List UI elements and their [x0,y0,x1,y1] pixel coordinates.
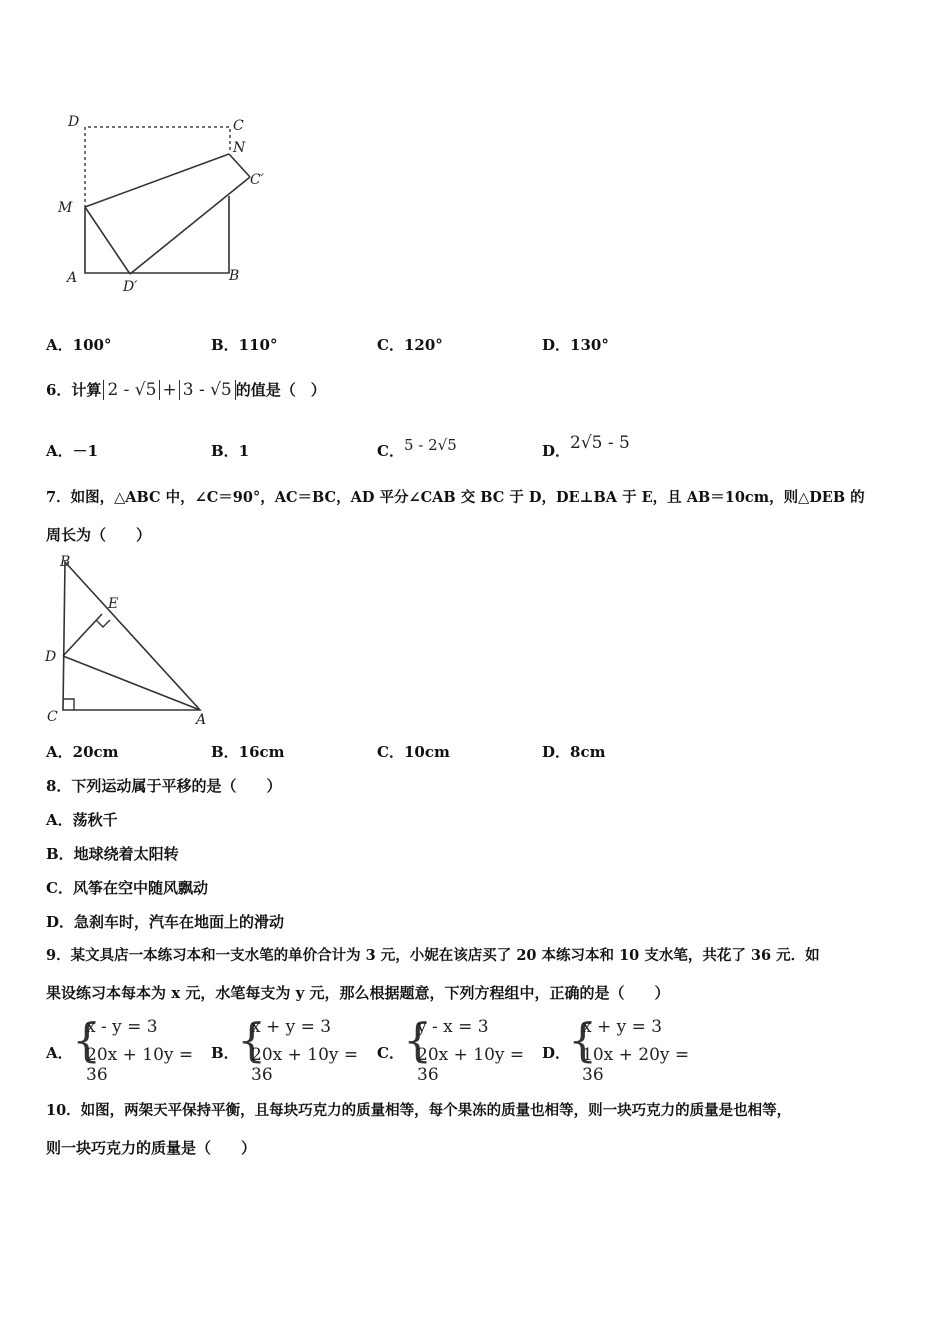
q7-option-d[interactable]: D．8cm [542,743,606,761]
q10-stem-line2: 则一块巧克力的质量是（ ） [46,1139,257,1157]
q8-option-d[interactable]: D．急刹车时，汽车在地面上的滑动 [46,913,285,931]
q7-option-c[interactable]: C．10cm [377,743,450,761]
segment-AD [63,656,200,710]
q9-option-b-label: B． [211,1044,239,1062]
q8-option-a[interactable]: A．荡秋千 [46,811,118,829]
label-D: D [68,114,80,130]
q8-option-b[interactable]: B．地球绕着太阳转 [46,845,179,863]
q8-option-c[interactable]: C．风筝在空中随风飘动 [46,879,208,897]
right-angle-E [96,620,110,627]
segment-MD-prime [85,207,130,274]
q6-option-d-value: 2√5 - 5 [570,433,630,453]
q6-abs1-text: 2 - √5 [107,380,157,400]
brace-c: { [403,1013,433,1067]
q9-stem-line2: 果设练习本每本为 x 元，水笔每支为 y 元，那么根据题意，下列方程组中，正确的是（ ） [46,984,670,1002]
q6-option-a-value: －1 [72,442,99,460]
q9-option-b-eq2: 20x + 10y = 36 [251,1045,359,1085]
fold-dotted-lines [85,127,230,208]
q9-option-c-label: C． [377,1044,404,1062]
q5-option-d[interactable]: D．130° [542,336,609,354]
q6-option-b-value: 1 [238,442,250,460]
q7-figure [40,550,220,730]
q7-option-b[interactable]: B．16cm [211,743,285,761]
q5-option-c[interactable]: C．120° [377,336,443,354]
q9-option-d-eq1: x + y = 3 [582,1017,663,1037]
brace-d: { [568,1013,598,1067]
q6-option-a[interactable] [46,441,98,461]
q6-suffix: 的值是（ ） [235,381,326,399]
label-C: C [47,709,58,725]
q10-stem-line1: 10．如图，两架天平保持平衡，且每块巧克力的质量相等，每个果冻的质量也相等，则一块巧克力的质量是也相等， [46,1102,792,1119]
q6-prefix: 6．计算 [46,381,102,399]
label-B: B [60,554,71,570]
q6-option-d-label: D． [542,442,571,460]
q6-abs2-text: 3 - √5 [182,380,232,400]
q6-stem [46,380,326,400]
q9-option-a-eq2: 20x + 10y = 36 [86,1045,194,1085]
rect-sides [85,196,229,273]
brace-b: { [237,1013,267,1067]
q9-option-c[interactable] [377,1013,537,1085]
label-N: N [233,140,246,156]
q6-option-a-label: A． [46,442,73,460]
brace-a: { [72,1013,102,1067]
q5-option-b[interactable]: B．110° [211,336,278,354]
q6-option-c-value: 5 - 2√5 [403,436,457,454]
q6-plus: + [162,380,177,400]
label-C: C [233,118,244,134]
q9-option-c-eq1: y - x = 3 [417,1017,489,1037]
q6-abs2 [179,380,236,400]
q9-option-c-eq2: 20x + 10y = 36 [417,1045,525,1085]
label-E: E [108,596,119,612]
q6-option-c[interactable] [377,436,457,461]
q9-stem-line1: 9．某文具店一本练习本和一支水笔的单价合计为 3 元，小妮在该店买了 20 本练习本和 10 支水笔，共花了 36 元．如 [46,947,820,964]
q7-stem-line2: 周长为（ ） [46,526,152,544]
q6-abs1 [103,380,160,400]
q9-option-d-eq2: 10x + 20y = 36 [582,1045,690,1085]
segment-NC-prime [229,154,250,177]
label-D-prime: D′ [123,279,138,295]
q5-figure [50,110,280,300]
q6-option-d[interactable] [542,433,630,461]
q8-stem: 8．下列运动属于平移的是（ ） [46,777,282,795]
triangle-ABC [63,562,200,710]
q9-option-b-eq1: x + y = 3 [251,1017,332,1037]
right-angle-C [63,699,74,710]
label-B: B [229,268,240,284]
q9-option-a-eq1: x - y = 3 [86,1017,158,1037]
q7-stem-line1: 7．如图，△ABC 中，∠C＝90°，AC＝BC，AD 平分∠CAB 交 BC 于 D，DE⊥BA 于 E，且 AB＝10cm，则△DEB 的 [46,489,865,506]
label-M: M [58,200,73,216]
segment-C-prime-D-prime [130,177,250,274]
q6-option-c-label: C． [377,442,404,460]
q9-option-a-label: A． [46,1044,73,1062]
q9-option-d[interactable] [542,1013,712,1085]
q5-option-a[interactable]: A．100° [46,336,112,354]
q7-option-a[interactable]: A．20cm [46,743,119,761]
q9-option-d-label: D． [542,1044,571,1062]
q6-option-b-label: B． [211,442,239,460]
label-C-prime: C′ [250,172,264,188]
label-A: A [67,270,78,286]
label-A: A [196,712,207,728]
label-D: D [45,649,57,665]
q9-option-a[interactable] [46,1013,206,1085]
q9-option-b[interactable] [211,1013,371,1085]
q6-option-b[interactable] [211,441,249,461]
segment-MN [85,154,229,207]
